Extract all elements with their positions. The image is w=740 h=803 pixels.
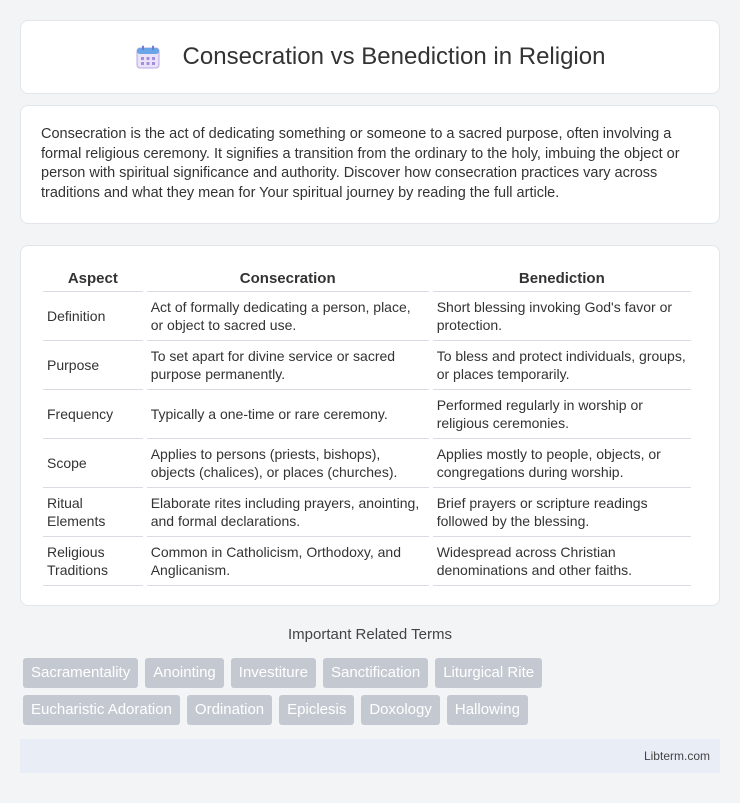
intro-card [20, 105, 720, 224]
row-benediction: To bless and protect individuals, groups, or places temporarily. [433, 341, 691, 390]
title-row [135, 43, 606, 71]
page-title: Consecration vs Benediction in Religion [182, 43, 606, 70]
row-consecration: Elaborate rites including prayers, anointing, and formal declarations. [147, 488, 429, 537]
header-benediction: Benediction [433, 266, 691, 292]
row-aspect: Frequency [43, 390, 143, 439]
tag-sacramentality[interactable]: Sacramentality [23, 658, 138, 688]
row-aspect: Ritual Elements [43, 488, 143, 537]
row-aspect: Definition [43, 292, 143, 341]
tag-row [23, 658, 723, 688]
row-consecration: Typically a one-time or rare ceremony. [147, 390, 429, 439]
row-aspect: Purpose [43, 341, 143, 390]
row-consecration: Act of formally dedicating a person, place, or object to sacred use. [147, 292, 429, 341]
row-aspect: Scope [43, 439, 143, 488]
tag-anointing[interactable]: Anointing [145, 658, 224, 688]
row-benediction: Widespread across Christian denominations and other faiths. [433, 537, 691, 586]
tag-sanctification[interactable]: Sanctification [323, 658, 428, 688]
intro-text: Consecration is the act of dedicating something or someone to a sacred purpose, often involving a formal religious ceremony. It signifies a transition from the ordinary to the holy, imbuing the object or person with spiritual significance and authority. Discover how consecration practices vary across traditions and what they mean for Your spiritual journey by reading the full article. [41, 126, 680, 201]
row-benediction: Short blessing invoking God's favor or protection. [433, 292, 691, 341]
row-consecration: Applies to persons (priests, bishops), objects (chalices), or places (churches). [147, 439, 429, 488]
table-row [43, 341, 691, 390]
tag-epiclesis[interactable]: Epiclesis [279, 695, 354, 725]
footer-brand-link[interactable]: Libterm.com [643, 749, 710, 763]
row-aspect: Religious Traditions [43, 537, 143, 586]
tag-liturgical-rite[interactable]: Liturgical Rite [435, 658, 542, 688]
related-terms-tags [23, 658, 723, 732]
comparison-table [39, 266, 695, 586]
related-terms-title: Important Related Terms [288, 626, 452, 643]
tag-ordination[interactable]: Ordination [187, 695, 272, 725]
header-consecration: Consecration [147, 266, 429, 292]
table-row [43, 292, 691, 341]
tag-row [23, 695, 723, 725]
comparison-table-card [20, 245, 720, 606]
table-row [43, 390, 691, 439]
row-benediction: Applies mostly to people, objects, or congregations during worship. [433, 439, 691, 488]
footer [20, 739, 720, 773]
tag-investiture[interactable]: Investiture [231, 658, 316, 688]
calendar-icon [135, 44, 161, 70]
header-aspect: Aspect [43, 266, 143, 292]
tag-hallowing[interactable]: Hallowing [447, 695, 528, 725]
table-row [43, 439, 691, 488]
tag-eucharistic-adoration[interactable]: Eucharistic Adoration [23, 695, 180, 725]
table-header-row [43, 266, 691, 292]
row-consecration: To set apart for divine service or sacred purpose permanently. [147, 341, 429, 390]
table-row [43, 488, 691, 537]
table-row [43, 537, 691, 586]
row-benediction: Brief prayers or scripture readings followed by the blessing. [433, 488, 691, 537]
row-benediction: Performed regularly in worship or religious ceremonies. [433, 390, 691, 439]
row-consecration: Common in Catholicism, Orthodoxy, and Anglicanism. [147, 537, 429, 586]
header-card [20, 20, 720, 94]
tag-doxology[interactable]: Doxology [361, 695, 440, 725]
